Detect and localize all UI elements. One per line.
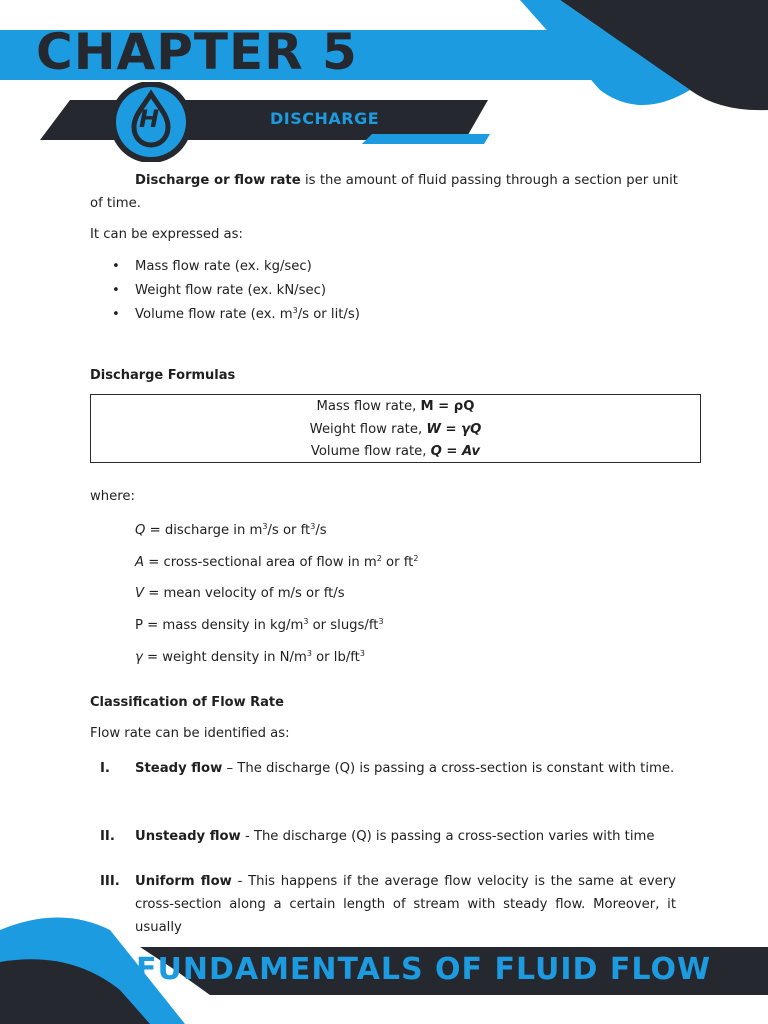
- definition-a: A = cross-sectional area of flow in $m^2$ or $ft^2$: [135, 554, 419, 570]
- definition-p: P = mass density in $kg/m^3$ or slugs/$ft^3$: [135, 617, 384, 633]
- list-item: • Volume flow rate (ex. $m^3/s$ or lit/s): [112, 303, 360, 327]
- classification-item: I. Steady flow – The discharge (Q) is passing a cross-section is constant with time.: [100, 761, 675, 776]
- expressed-as-text: It can be expressed as:: [90, 227, 243, 242]
- classification-intro: Flow rate can be identified as:: [90, 726, 290, 741]
- flow-rate-list: [112, 255, 360, 327]
- formula-row: Weight flow rate, W = γQ: [309, 421, 482, 437]
- classification-heading: Classification of Flow Rate: [90, 695, 284, 710]
- footer-title: FUNDAMENTALS OF FLUID FLOW: [136, 952, 712, 987]
- definition-q: Q = discharge in $m^3/s$ or $ft^3/s$: [135, 522, 327, 538]
- where-label: where:: [90, 489, 135, 504]
- definition-gamma: γ = weight density in $N/m^3$ or $lb/ft^3$: [135, 649, 365, 665]
- hydraulics-logo: [106, 82, 196, 162]
- section-bar-accent: [362, 134, 490, 144]
- intro-term: Discharge or flow rate: [135, 173, 301, 188]
- list-item: • Weight flow rate (ex. kN/sec): [112, 279, 360, 303]
- bullet-icon: •: [112, 259, 120, 274]
- formula-row: Mass flow rate, M = ρQ: [316, 399, 475, 414]
- intro-definition: is the amount of fluid passing through a section per unit of time.: [90, 173, 678, 211]
- logo-letter: H: [139, 105, 160, 133]
- formula-row: Volume flow rate, Q = Av: [310, 444, 481, 459]
- definition-v: V = mean velocity of m/s or ft/s: [135, 586, 345, 601]
- intro-paragraph: [90, 169, 678, 215]
- formula-box: [90, 394, 701, 463]
- chapter-title: CHAPTER 5: [36, 23, 358, 81]
- classification-item: II. Unsteady flow - The discharge (Q) is passing a cross-section varies with time: [100, 829, 655, 844]
- list-item: • Mass flow rate (ex. kg/sec): [112, 255, 360, 279]
- formulas-heading: Discharge Formulas: [90, 368, 236, 383]
- classification-item: III. Uniform flow - This happens if the average flow velocity is the same at every cross-section along a certain length of stream with steady flow. Moreover, it usually: [100, 874, 676, 935]
- bullet-icon: •: [112, 283, 120, 298]
- bullet-icon: •: [112, 307, 120, 322]
- section-label: DISCHARGE: [270, 109, 380, 128]
